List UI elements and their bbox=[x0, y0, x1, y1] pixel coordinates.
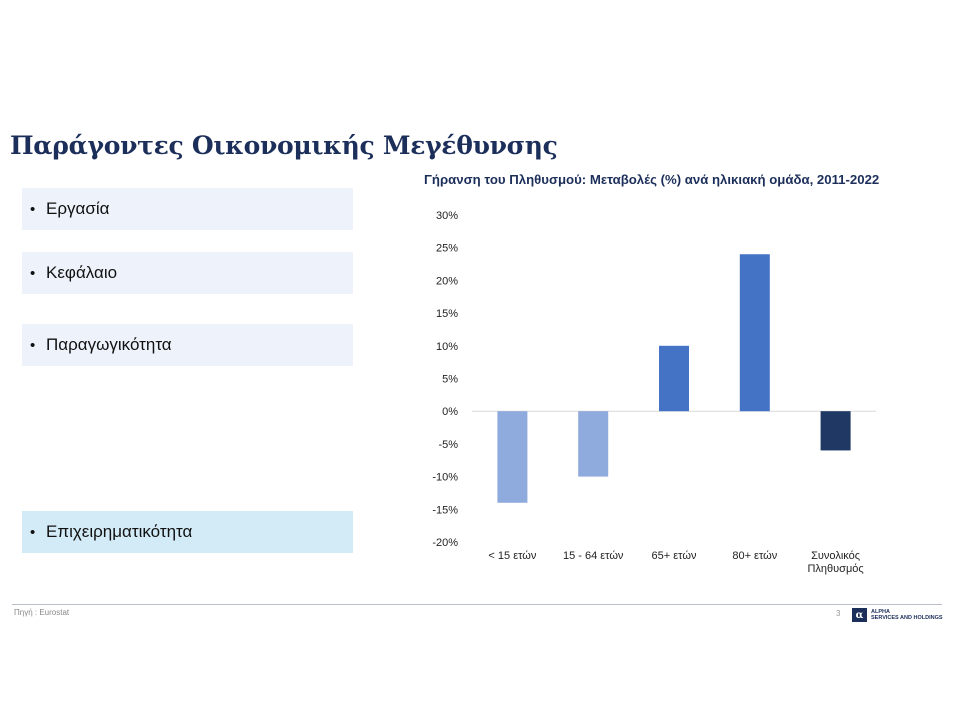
x-category-label-line: Συνολικός bbox=[811, 550, 861, 562]
logo-line-1: ALPHA bbox=[871, 609, 890, 615]
bullet-label: Κεφάλαιο bbox=[46, 263, 118, 282]
footer-source: Πηγή : Eurostat bbox=[14, 608, 70, 617]
y-tick-label: 10% bbox=[435, 340, 458, 353]
footer-divider bbox=[12, 604, 942, 605]
bullet-item-paragogikotita bbox=[22, 324, 353, 366]
y-tick-label: 15% bbox=[435, 308, 458, 321]
bar-3 bbox=[740, 254, 770, 411]
y-tick-label: -20% bbox=[432, 537, 458, 549]
logo-line-2: SERVICES AND HOLDINGS bbox=[871, 615, 943, 621]
bullet-label: Επιχειρηματικότητα bbox=[46, 522, 193, 541]
y-tick-label: 5% bbox=[442, 373, 458, 386]
x-category-label: 15 - 64 ετών bbox=[562, 550, 624, 562]
y-tick-label: -15% bbox=[432, 504, 458, 517]
x-category-label: < 15 ετών bbox=[488, 550, 537, 562]
bullet-item-kefalaio bbox=[22, 252, 353, 294]
population-aging-bar-chart bbox=[400, 200, 890, 585]
alpha-logo bbox=[852, 608, 943, 622]
bar-4 bbox=[821, 411, 851, 450]
x-category-label: 80+ ετών bbox=[732, 550, 778, 562]
bullet-dot: • bbox=[30, 264, 36, 282]
y-tick-label: -10% bbox=[432, 471, 458, 484]
page-number: 3 bbox=[836, 609, 841, 618]
y-tick-label: 0% bbox=[442, 406, 458, 419]
y-tick-label: 20% bbox=[435, 275, 458, 288]
y-tick-label: -5% bbox=[438, 438, 458, 451]
bullet-item-epixeirimatikotita bbox=[22, 511, 353, 553]
x-category-label: 65+ ετών bbox=[651, 550, 697, 562]
bullet-label: Παραγωγικότητα bbox=[46, 335, 172, 354]
x-category-label-line: Πληθυσμός bbox=[807, 563, 864, 575]
x-category-label bbox=[807, 550, 863, 575]
bullet-dot: • bbox=[30, 336, 36, 354]
y-tick-label: 30% bbox=[435, 210, 458, 222]
alpha-logo-text bbox=[871, 609, 943, 621]
bar-0 bbox=[497, 411, 527, 503]
bullet-item-ergasia bbox=[22, 188, 353, 230]
bullet-dot: • bbox=[30, 200, 36, 218]
bullet-label: Εργασία bbox=[46, 199, 110, 218]
bullet-dot: • bbox=[30, 523, 36, 541]
y-tick-label: 25% bbox=[435, 242, 458, 255]
alpha-logo-icon: α bbox=[852, 608, 867, 622]
slide-title: Παράγοντες Οικονομικής Μεγέθυνσης bbox=[10, 131, 558, 160]
bar-2 bbox=[659, 346, 689, 411]
chart-title: Γήρανση του Πληθυσμού: Μεταβολές (%) ανά ηλικιακή ομάδα, 2011-2022 bbox=[424, 172, 880, 187]
bar-1 bbox=[578, 411, 608, 476]
